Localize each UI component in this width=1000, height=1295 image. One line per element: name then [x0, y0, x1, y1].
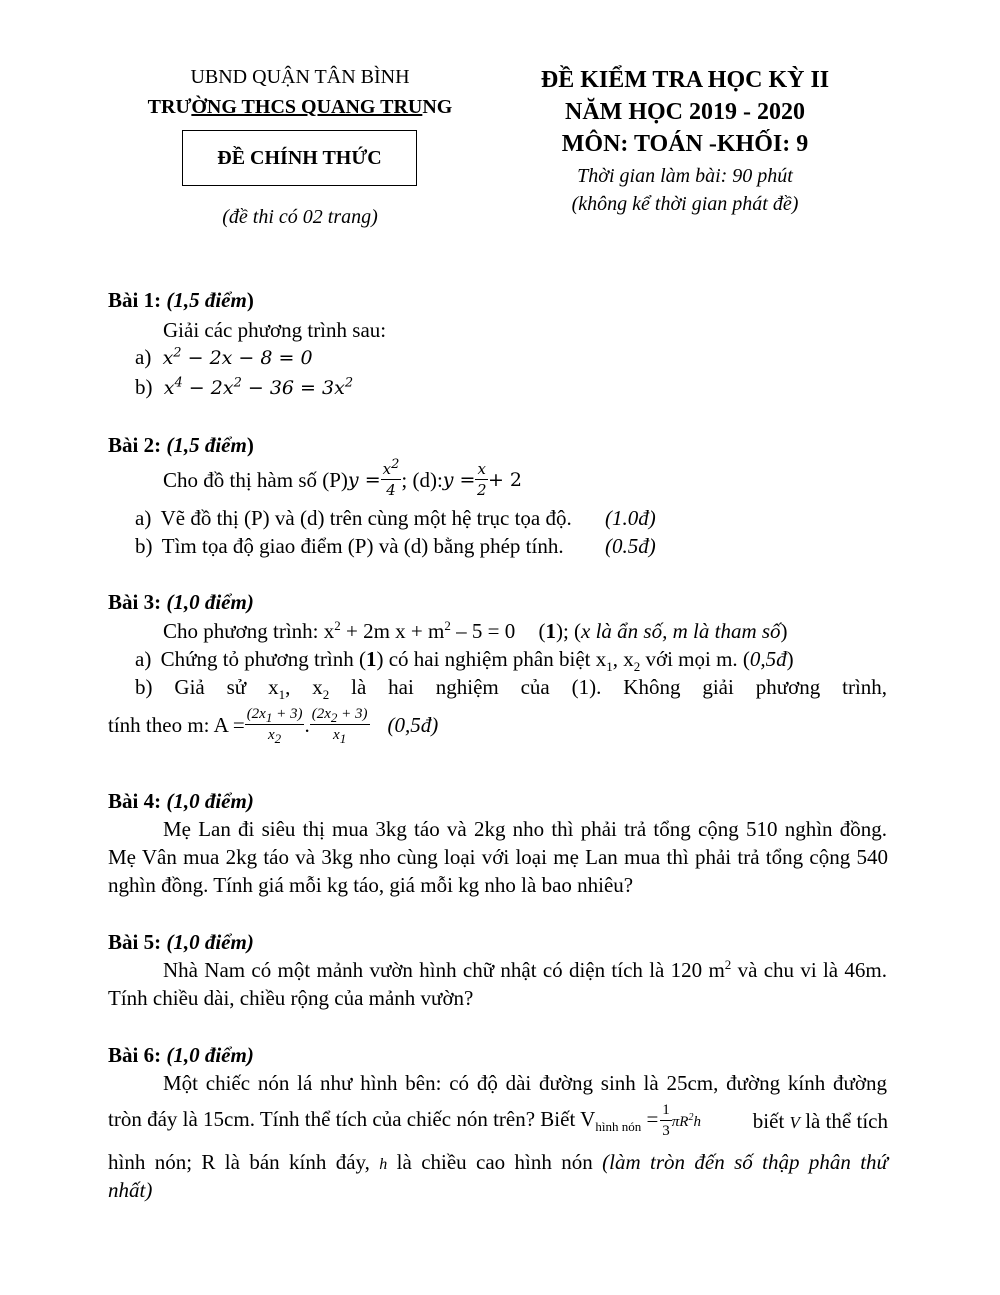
- bai3-a: a) Chứng tỏ phương trình (1) có hai nghiệm phân biệt $x_1$, $x_2$ với mọi m. (0,5đ): [135, 647, 794, 675]
- bai2-heading: Bài 2: (1,5 điểm): [108, 433, 254, 457]
- bai2-a: a) Vẽ đồ thị (P) và (d) trên cùng một hệ trục tọa độ.: [135, 506, 572, 530]
- bai4-line3: nghìn đồng. Tính giá mỗi kg táo, giá mỗi kg nho là bao nhiêu?: [108, 873, 634, 897]
- school-name: TRƯỜNG THCS QUANG TRUNG: [147, 96, 453, 118]
- bai4-line1: Mẹ Lan đi siêu thị mua 3kg táo và 2kg nho thì phải trả tổng cộng 510 nghìn đồng.: [163, 817, 887, 841]
- bai1-a: a) $x^2 - 2x - 8 = 0$: [135, 345, 313, 369]
- bai3-b-line2: tính theo m: A = $\frac{(2x_1 + 3)}{x_2}$ . $\frac{(2x_2 + 3)}{x_1}$ (0,5đ): [108, 706, 439, 746]
- bai1-intro: Giải các phương trình sau:: [163, 318, 387, 342]
- bai5-line1: Nhà Nam có một mảnh vườn hình chữ nhật có diện tích là 120 $m^2$ và chu vi là 46m.: [163, 957, 887, 982]
- district-name: UBND QUẬN TÂN BÌNH: [190, 66, 410, 88]
- school-year: NĂM HỌC 2019 - 2020: [565, 99, 805, 125]
- bai2-b-points: (0.5đ): [605, 534, 656, 558]
- bai1-b: b) $x^4 - 2x^2 - 36 = 3x^2$: [135, 375, 354, 399]
- bai4-line2: Mẹ Vân mua 2kg táo và 3kg nho cùng loại với loại mẹ Lan mua thì phải trả tổng cộng 540: [108, 845, 888, 869]
- duration-note: (không kể thời gian phát đề): [571, 193, 799, 215]
- bai6-line3: hình nón; R là bán kính đáy, h là chiều cao hình nón (làm tròn đến số thập phân thứ: [108, 1150, 888, 1174]
- subject-grade: MÔN: TOÁN -KHỐI: 9: [561, 131, 809, 157]
- bai3-heading: Bài 3: (1,0 điểm): [108, 590, 254, 614]
- bai2-intro: Cho đồ thị hàm số (P) y = $\frac{x^2}{4}$ ; (d): y = $\frac{x}{2}$ + 2: [163, 457, 523, 499]
- bai5-line2: Tính chiều dài, chiều rộng của mảnh vườn?: [108, 986, 474, 1010]
- bai6-heading: Bài 6: (1,0 điểm): [108, 1043, 254, 1067]
- bai6-line2: tròn đáy là 15cm. Tính thể tích của chiếc nón trên? Biết $V_{hình nón}$ = $\frac{1}{3}$ $\pi R^2h$ biết V là thể tích: [108, 1102, 888, 1139]
- bai4-heading: Bài 4: (1,0 điểm): [108, 789, 254, 813]
- bai2-b: b) Tìm tọa độ giao điểm (P) và (d) bằng phép tính.: [135, 534, 564, 558]
- bai1-heading: Bài 1: (1,5 điểm): [108, 288, 254, 312]
- bai5-heading: Bài 5: (1,0 điểm): [108, 930, 254, 954]
- bai6-line1: Một chiếc nón lá như hình bên: có độ dài đường sinh là 25cm, đường kính đường: [163, 1071, 887, 1095]
- bai3-equation: Cho phương trình: $x^2 + 2m$ $x + m^2 - 5 = 0$ (1); (x là ẩn số, m là tham số): [163, 618, 788, 643]
- bai3-b-line1: b) Giả sử $x_1$, $x_2$ là hai nghiệm của (1). Không giải phương trình,: [135, 675, 888, 703]
- pages-note: (đề thi có 02 trang): [222, 206, 378, 228]
- official-exam-box: ĐỀ CHÍNH THỨC: [182, 130, 417, 186]
- exam-duration: Thời gian làm bài: 90 phút: [577, 165, 793, 187]
- bai6-line4: nhất): [108, 1178, 153, 1202]
- exam-title: ĐỀ KIỂM TRA HỌC KỲ II: [540, 67, 830, 93]
- bai2-a-points: (1.0đ): [605, 506, 656, 530]
